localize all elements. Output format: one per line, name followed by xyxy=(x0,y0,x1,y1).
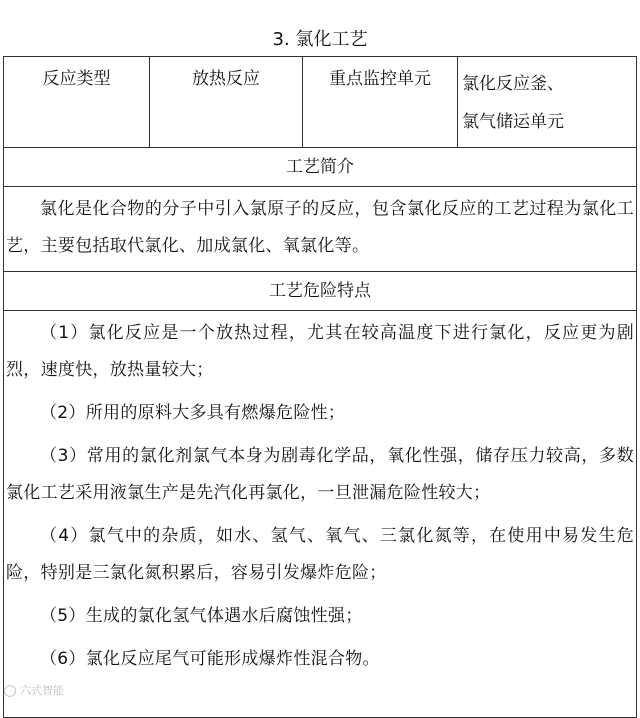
process-table xyxy=(3,56,637,718)
header-row xyxy=(4,57,637,148)
intro-text-row xyxy=(4,187,637,272)
monitor-unit-line-2: 氯气储运单元 xyxy=(462,112,564,132)
hazard-item-2: （2）所用的原料大多具有燃爆危险性； xyxy=(40,403,346,423)
intro-cell xyxy=(4,187,637,272)
hazard-item-6: （6）氯化反应尾气可能形成爆炸性混合物。 xyxy=(40,649,380,669)
hazard-heading-row xyxy=(4,272,637,311)
hazard-item-1: （1）氯化反应是一个放热过程，尤其在较高温度下进行氯化，反应更为剧烈，速度快，放热量较大； xyxy=(6,323,634,380)
hazard-item-5: （5）生成的氯化氢气体遇水后腐蚀性强； xyxy=(40,606,363,626)
document-title: 3. 氯化工艺 xyxy=(272,29,368,50)
intro-paragraph: 氯化是化合物的分子中引入氯原子的反应，包含氯化反应的工艺过程为氯化工艺，主要包括取代氯化、加成氯化、氧氯化等。 xyxy=(6,199,634,256)
reaction-type-label: 反应类型 xyxy=(4,57,150,148)
reaction-type-value: 放热反应 xyxy=(150,57,303,148)
watermark xyxy=(4,684,64,698)
hazard-item-3: （3）常用的氯化剂氯气本身为剧毒化学品，氧化性强，储存压力较高，多数氯化工艺采用液氯生产是先汽化再氯化，一旦泄漏危险性较大； xyxy=(6,446,634,503)
monitor-unit-value xyxy=(458,57,637,148)
monitor-unit-label: 重点监控单元 xyxy=(303,57,458,148)
monitor-unit-line-1: 氯化反应釜、 xyxy=(462,74,564,94)
hazard-list xyxy=(4,311,637,718)
camera-icon xyxy=(4,685,16,697)
hazard-item-4: （4）氯气中的杂质，如水、氢气、氧气、三氯化氮等，在使用中易发生危险，特别是三氯化氮积累后，容易引发爆炸危险； xyxy=(6,526,634,583)
hazard-list-row xyxy=(4,311,637,718)
intro-heading-row xyxy=(4,148,637,187)
hazard-heading: 工艺危险特点 xyxy=(4,272,637,311)
watermark-text: 六式智能 xyxy=(20,684,64,697)
intro-heading: 工艺简介 xyxy=(4,148,637,187)
